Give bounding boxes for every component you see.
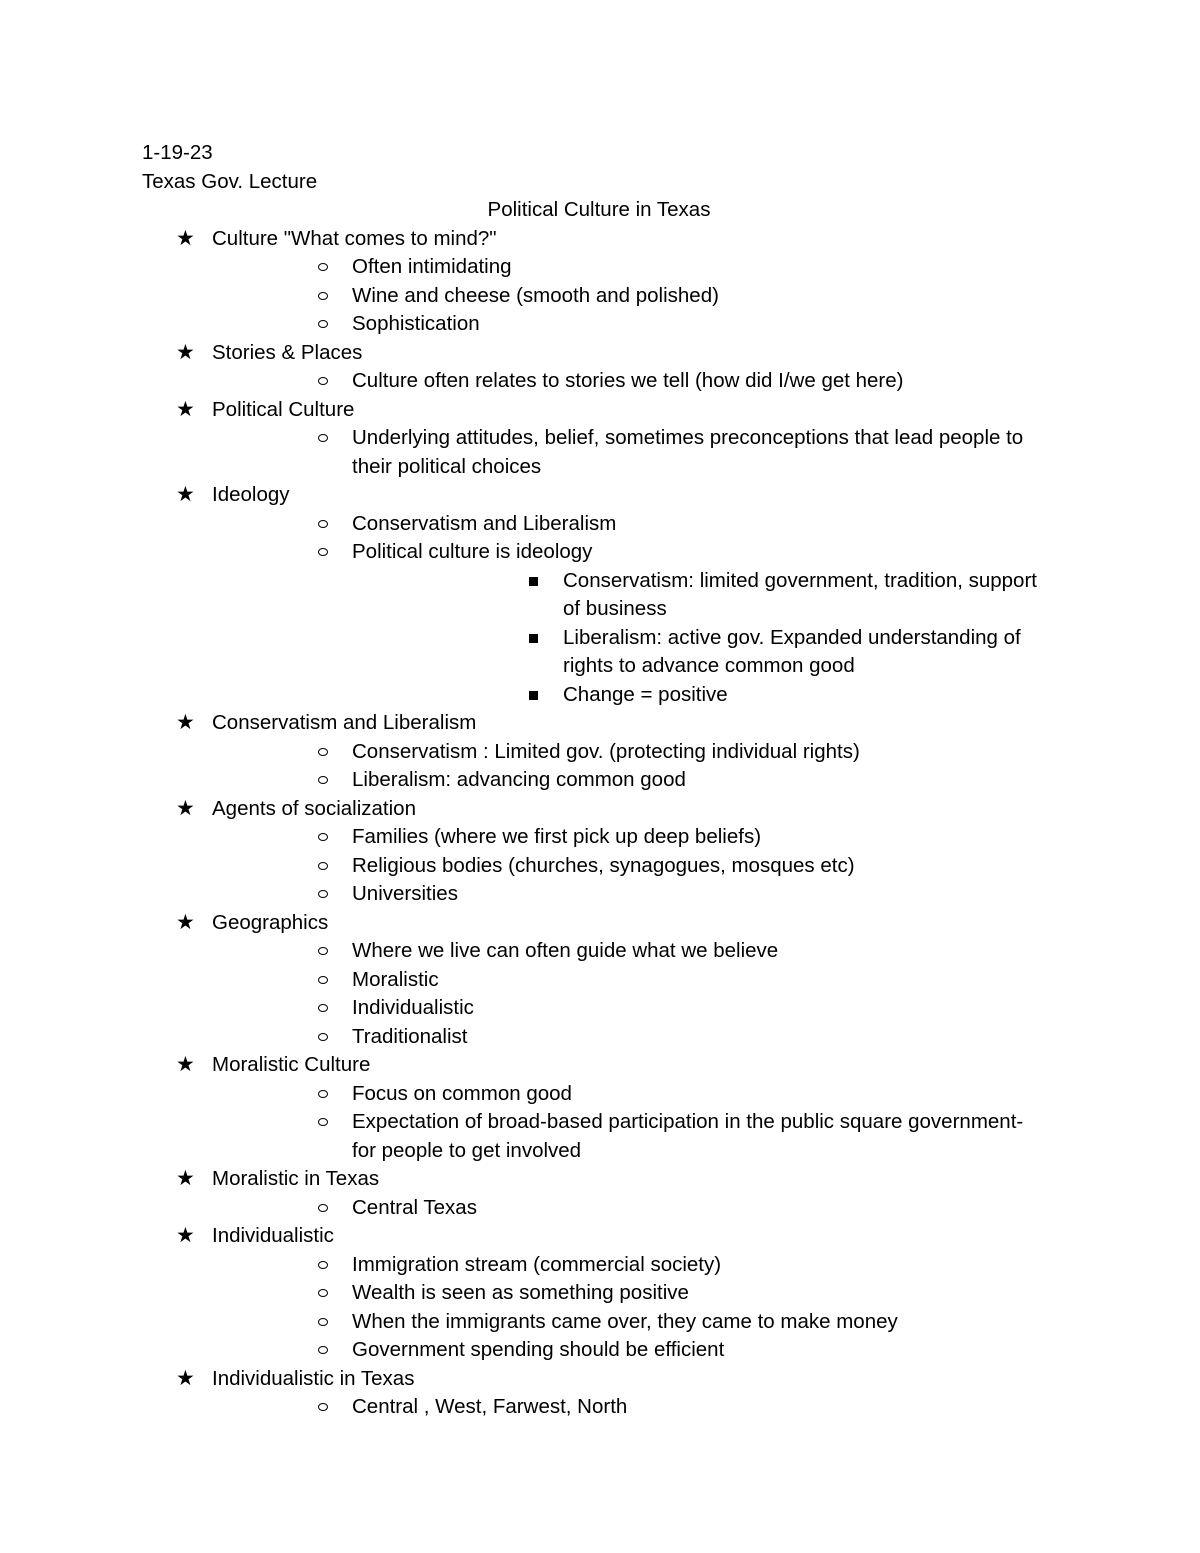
section-heading: Individualistic in Texas xyxy=(212,1366,415,1390)
sub-list xyxy=(212,1393,1052,1422)
list-item-text: Central , West, Farwest, North xyxy=(352,1395,628,1418)
list-item xyxy=(212,253,1052,282)
list-item-text: Focus on common good xyxy=(352,1081,572,1105)
list-item-text: Conservatism : Limited gov. (protecting individual rights) xyxy=(352,739,860,763)
list-item-text: Moralistic xyxy=(352,967,439,991)
section-heading: Ideology xyxy=(212,483,290,506)
sub-list-item-text: Change = positive xyxy=(563,682,728,706)
list-item xyxy=(212,538,1052,709)
hollow-circle-icon xyxy=(318,1318,328,1326)
outline-section xyxy=(142,225,1052,339)
sub-list xyxy=(212,738,1052,795)
list-item xyxy=(212,424,1052,481)
sub-list xyxy=(212,1080,1052,1166)
section-heading: Stories & Places xyxy=(212,340,363,364)
lecture-date: 1-19-23 xyxy=(142,141,213,164)
outline-section xyxy=(142,1365,1052,1422)
hollow-circle-icon xyxy=(318,1204,328,1212)
sub-list-item xyxy=(352,681,1052,710)
list-item-text: Traditionalist xyxy=(352,1024,468,1048)
star-icon: ★ xyxy=(176,1366,195,1390)
star-icon: ★ xyxy=(176,910,195,934)
list-item-text: Sophistication xyxy=(352,312,480,335)
hollow-circle-icon xyxy=(318,862,328,870)
list-item xyxy=(212,1108,1052,1165)
hollow-circle-icon xyxy=(318,434,328,442)
list-item-text: Government spending should be efficient xyxy=(352,1338,725,1361)
star-icon: ★ xyxy=(176,226,195,250)
sub-list-item-text: Liberalism: active gov. Expanded understanding of rights to advance common good xyxy=(563,625,1021,677)
filled-square-icon xyxy=(529,577,538,586)
outline-section xyxy=(142,339,1052,396)
hollow-circle-icon xyxy=(318,1118,328,1126)
list-item xyxy=(212,1194,1052,1223)
hollow-circle-icon xyxy=(318,890,328,898)
list-item-text: Often intimidating xyxy=(352,255,512,278)
list-item-text: Religious bodies (churches, synagogues, mosques etc) xyxy=(352,853,855,877)
outline-section xyxy=(142,709,1052,795)
list-item xyxy=(212,738,1052,767)
section-heading: Moralistic Culture xyxy=(212,1053,371,1076)
outline-list xyxy=(142,225,1052,1422)
sub-list xyxy=(212,1251,1052,1365)
hollow-circle-icon xyxy=(318,947,328,955)
outline-section xyxy=(142,1165,1052,1222)
list-item xyxy=(212,282,1052,311)
list-item-text: Conservatism and Liberalism xyxy=(352,511,617,535)
list-item xyxy=(212,1393,1052,1422)
hollow-circle-icon xyxy=(318,776,328,784)
sub-sub-list xyxy=(352,567,1052,710)
list-item xyxy=(212,1023,1052,1052)
sub-list xyxy=(212,937,1052,1051)
list-item xyxy=(212,1308,1052,1337)
sub-list xyxy=(212,367,1052,396)
document-content xyxy=(142,139,1052,1422)
hollow-circle-icon xyxy=(318,1033,328,1041)
list-item xyxy=(212,1336,1052,1365)
section-heading: Conservatism and Liberalism xyxy=(212,711,477,734)
list-item xyxy=(212,823,1052,852)
section-heading: Geographics xyxy=(212,910,329,934)
list-item-text: Families (where we first pick up deep beliefs) xyxy=(352,825,762,848)
hollow-circle-icon xyxy=(318,520,328,528)
outline-section xyxy=(142,1222,1052,1365)
star-icon: ★ xyxy=(176,397,195,421)
star-icon: ★ xyxy=(176,1224,195,1247)
list-item xyxy=(212,1080,1052,1109)
list-item-text: Expectation of broad-based participation in the public square government- for people to get involved xyxy=(352,1110,1024,1162)
hollow-circle-icon xyxy=(318,976,328,984)
hollow-circle-icon xyxy=(318,1289,328,1297)
list-item xyxy=(212,510,1052,539)
star-icon: ★ xyxy=(176,483,195,506)
hollow-circle-icon xyxy=(318,292,328,300)
hollow-circle-icon xyxy=(318,263,328,271)
star-icon: ★ xyxy=(176,340,195,364)
hollow-circle-icon xyxy=(318,377,328,385)
list-item xyxy=(212,966,1052,995)
sub-list xyxy=(212,510,1052,710)
list-item xyxy=(212,994,1052,1023)
section-heading: Individualistic xyxy=(212,1224,334,1247)
hollow-circle-icon xyxy=(318,1346,328,1354)
hollow-circle-icon xyxy=(318,548,328,556)
hollow-circle-icon xyxy=(318,1090,328,1098)
outline-section xyxy=(142,481,1052,709)
hollow-circle-icon xyxy=(318,1261,328,1269)
sub-list-item-text: Conservatism: limited government, tradition, support of business xyxy=(563,568,1037,620)
filled-square-icon xyxy=(529,691,538,700)
sub-list xyxy=(212,424,1052,481)
list-item-text: Wealth is seen as something positive xyxy=(352,1281,689,1304)
star-icon: ★ xyxy=(176,1053,195,1076)
list-item-text: Underlying attitudes, belief, sometimes preconceptions that lead people to their political choices xyxy=(352,426,1024,478)
outline-section xyxy=(142,396,1052,482)
sub-list xyxy=(212,253,1052,339)
list-item xyxy=(212,937,1052,966)
list-item-text: Culture often relates to stories we tell (how did I/we get here) xyxy=(352,369,904,392)
list-item xyxy=(212,1279,1052,1308)
section-heading: Moralistic in Texas xyxy=(212,1167,380,1190)
outline-section xyxy=(142,909,1052,1052)
section-heading: Agents of socialization xyxy=(212,796,416,820)
section-heading: Culture "What comes to mind?" xyxy=(212,226,497,250)
list-item xyxy=(212,852,1052,881)
list-item-text: Wine and cheese (smooth and polished) xyxy=(352,283,719,307)
list-item-text: Where we live can often guide what we believe xyxy=(352,939,779,962)
star-icon: ★ xyxy=(176,711,195,734)
outline-section xyxy=(142,795,1052,909)
list-item-text: When the immigrants came over, they came to make money xyxy=(352,1309,898,1333)
star-icon: ★ xyxy=(176,796,195,820)
list-item xyxy=(212,310,1052,339)
list-item-text: Individualistic xyxy=(352,996,474,1019)
list-item-text: Political culture is ideology xyxy=(352,540,593,563)
outline-section xyxy=(142,1051,1052,1165)
list-item-text: Liberalism: advancing common good xyxy=(352,768,686,791)
sub-list-item xyxy=(352,567,1052,624)
list-item xyxy=(212,367,1052,396)
hollow-circle-icon xyxy=(318,320,328,328)
list-item xyxy=(212,766,1052,795)
list-item xyxy=(212,1251,1052,1280)
hollow-circle-icon xyxy=(318,1403,328,1411)
sub-list xyxy=(212,823,1052,909)
star-icon: ★ xyxy=(176,1167,195,1190)
hollow-circle-icon xyxy=(318,1004,328,1012)
document-title: Political Culture in Texas xyxy=(487,198,711,221)
course-name: Texas Gov. Lecture xyxy=(142,169,318,193)
section-heading: Political Culture xyxy=(212,397,355,421)
sub-list xyxy=(212,1194,1052,1223)
list-item-text: Universities xyxy=(352,882,458,905)
filled-square-icon xyxy=(529,634,538,643)
list-item-text: Central Texas xyxy=(352,1195,477,1219)
sub-list-item xyxy=(352,624,1052,681)
list-item xyxy=(212,880,1052,909)
hollow-circle-icon xyxy=(318,748,328,756)
hollow-circle-icon xyxy=(318,833,328,841)
list-item-text: Immigration stream (commercial society) xyxy=(352,1252,722,1276)
